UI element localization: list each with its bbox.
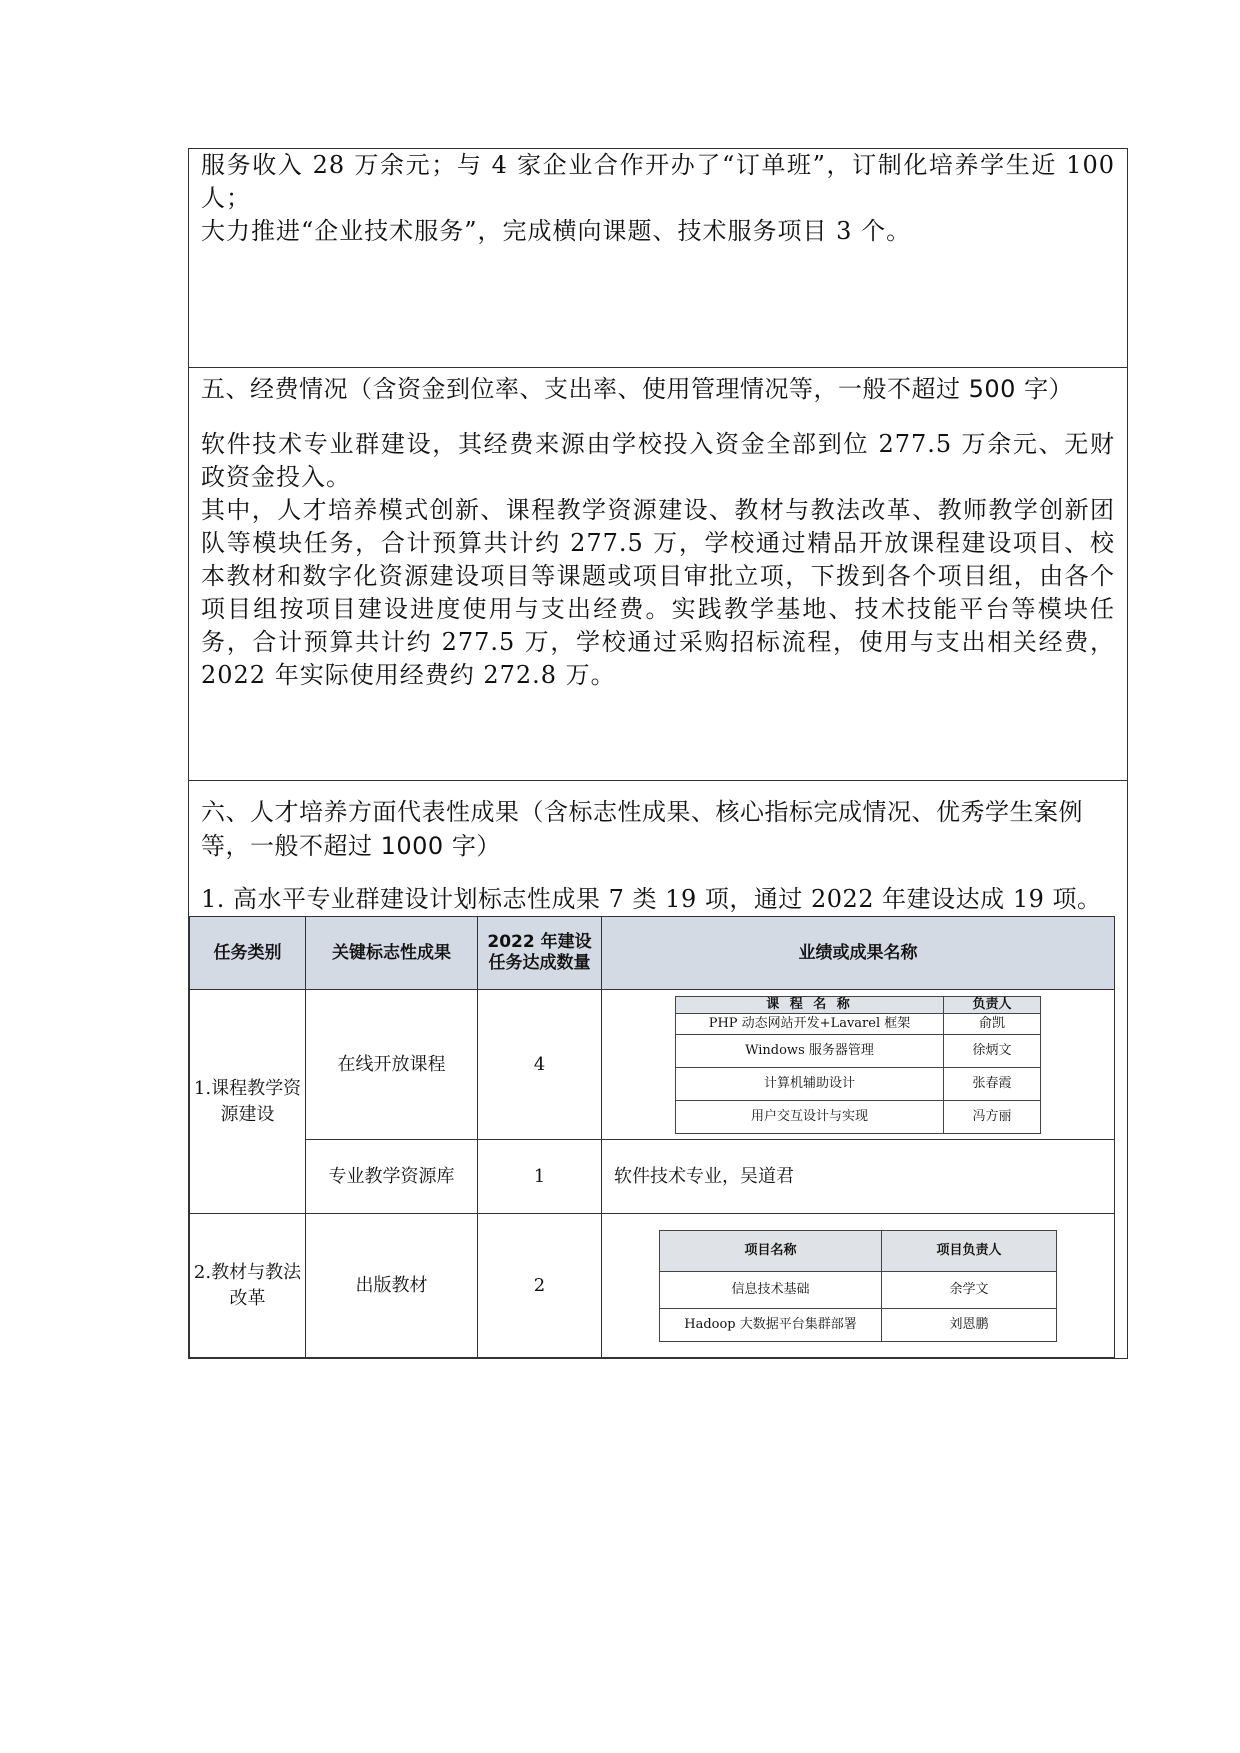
course-name: Windows 服务器管理 [676, 1034, 944, 1067]
textbook-row [660, 1308, 1057, 1341]
achievement-cell: 专业教学资源库 [306, 1140, 478, 1214]
result-text-cell: 软件技术专业，吴道君 [602, 1140, 1115, 1214]
report-form [188, 148, 1128, 1359]
course-name: PHP 动态网站开发+Lavarel 框架 [676, 1013, 944, 1034]
header-task-category: 任务类别 [190, 917, 306, 990]
course-row [676, 1013, 1041, 1034]
course-owner: 冯方丽 [944, 1100, 1041, 1133]
course-owner: 张春霞 [944, 1067, 1041, 1100]
textbook-header-owner: 项目负责人 [882, 1230, 1057, 1271]
textbook-owner: 余学文 [882, 1271, 1057, 1308]
result-cell [602, 990, 1115, 1140]
course-row [676, 1100, 1041, 1133]
section5-title: 五、经费情况（含资金到位率、支出率、使用管理情况等，一般不超过 500 字） [201, 375, 1074, 403]
result-cell [602, 1214, 1115, 1358]
category-cell: 1.课程教学资源建设 [190, 990, 306, 1214]
section4-cell [189, 149, 1128, 368]
textbook-header-name: 项目名称 [660, 1230, 882, 1271]
course-row [676, 1067, 1041, 1100]
section5-cell [189, 368, 1128, 781]
section5-paragraph: 软件技术专业群建设，其经费来源由学校投入资金全部到位 277.5 万余元、无财政资金投入。 [201, 430, 1115, 491]
table-row [190, 990, 1115, 1140]
header-count: 2022 年建设任务达成数量 [478, 917, 602, 990]
section4-line: 大力推进“企业技术服务”，完成横向课题、技术服务项目 3 个。 [201, 217, 912, 245]
course-table [675, 996, 1041, 1134]
course-name: 用户交互设计与实现 [676, 1100, 944, 1133]
textbook-row [660, 1271, 1057, 1308]
achievement-cell: 出版教材 [306, 1214, 478, 1358]
course-name: 计算机辅助设计 [676, 1067, 944, 1100]
table-row [190, 1140, 1115, 1214]
textbook-table [659, 1230, 1057, 1342]
textbook-name: Hadoop 大数据平台集群部署 [660, 1308, 882, 1341]
section5-body [201, 428, 1115, 692]
section4-text [201, 149, 1115, 248]
section5-paragraph: 其中，人才培养模式创新、课程教学资源建设、教材与教法改革、教师教学创新团队等模块任务，合计预算共计约 277.5 万，学校通过精品开放课程建设项目、校本教材和数字化资源建设项目等课题或项目审批立项，下拨到各个项目组，由各个项目组按项目建设进度使用与支出经费。实践教学基地、技术技能平台等模块任务，合计预算共计约 277.5 万，学校通过采购招标流程，使用与支出相关经费，2022 年实际使用经费约 272.8 万。 [201, 496, 1115, 689]
count-cell: 4 [478, 990, 602, 1140]
course-owner: 徐炳文 [944, 1034, 1041, 1067]
count-cell: 2 [478, 1214, 602, 1358]
course-header-name: 课 程 名 称 [676, 996, 944, 1013]
table-row [190, 1214, 1115, 1358]
textbook-owner: 刘恩鹏 [882, 1308, 1057, 1341]
achievement-cell: 在线开放课程 [306, 990, 478, 1140]
header-result-name: 业绩或成果名称 [602, 917, 1115, 990]
course-header-owner: 负责人 [944, 996, 1041, 1013]
header-key-achievement: 关键标志性成果 [306, 917, 478, 990]
textbook-name: 信息技术基础 [660, 1271, 882, 1308]
category-cell: 2.教材与教法改革 [190, 1214, 306, 1358]
count-cell: 1 [478, 1140, 602, 1214]
achievements-header-row [190, 917, 1115, 990]
course-owner: 俞凯 [944, 1013, 1041, 1034]
section4-line: 服务收入 28 万余元；与 4 家企业合作开办了“订单班”，订制化培养学生近 100 人； [201, 151, 1115, 212]
course-row [676, 1034, 1041, 1067]
section6-title: 六、人才培养方面代表性成果（含标志性成果、核心指标完成情况、优秀学生案例等，一般不超过 1000 字） [201, 798, 1083, 860]
section6-cell [189, 781, 1128, 1359]
section6-intro: 1. 高水平专业群建设计划标志性成果 7 类 19 项，通过 2022 年建设达成 19 项。 [201, 885, 1102, 913]
achievements-table [189, 916, 1115, 1358]
